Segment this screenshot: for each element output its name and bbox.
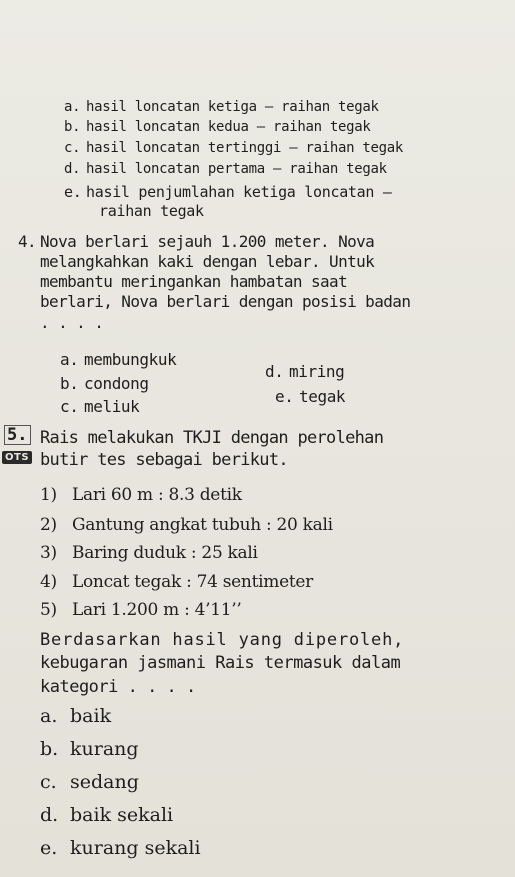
q5-item-1 [40, 485, 242, 505]
q5-intro-line-1: Rais melakukan TKJI dengan perolehan [40, 428, 384, 448]
q5-intro-line-2: butir tes sebagai berikut. [40, 450, 288, 470]
item-text: Lari 60 m : 8.3 detik [72, 485, 242, 505]
q4-line-3: membantu meringankan hambatan saat [40, 272, 348, 291]
item-text: Gantung angkat tubuh : 20 kali [72, 515, 333, 535]
option-text: baik sekali [70, 804, 174, 826]
q4-line-5: . . . . [40, 313, 104, 332]
question-number: 4. [18, 232, 37, 251]
item-text: Baring duduk : 25 kali [72, 543, 258, 563]
q3-option-e [64, 183, 392, 201]
option-text: tegak [299, 387, 346, 406]
option-text: miring [289, 362, 345, 381]
option-letter: c. [64, 140, 81, 156]
option-text: hasil loncatan kedua – raihan tegak [86, 119, 371, 135]
option-letter: a. [64, 99, 81, 115]
q5-option-d [40, 804, 173, 826]
option-letter: b. [40, 738, 59, 760]
item-number: 4) [40, 572, 57, 592]
item-number: 1) [40, 485, 57, 505]
q3-option-a [64, 99, 379, 115]
item-number: 3) [40, 543, 57, 563]
q3-option-b [64, 119, 371, 135]
q5-item-2 [40, 515, 333, 535]
q4-option-e [275, 387, 345, 406]
option-letter: e. [64, 183, 82, 201]
option-letter: b. [60, 374, 79, 393]
q5-item-4 [40, 572, 313, 592]
q3-option-c [64, 140, 403, 156]
q4-option-c [60, 397, 139, 416]
item-text: Loncat tegak : 74 sentimeter [72, 572, 313, 592]
q5-item-3 [40, 543, 258, 563]
q4-line-2: melangkahkan kaki dengan lebar. Untuk [40, 252, 375, 271]
option-text: hasil loncatan ketiga – raihan tegak [86, 99, 379, 115]
q5-item-5 [40, 600, 241, 620]
option-text: membungkuk [84, 350, 177, 369]
option-text: condong [84, 374, 149, 393]
item-number: 2) [40, 515, 57, 535]
q5-body-line-1: Berdasarkan hasil yang diperoleh, [40, 630, 405, 650]
option-text: sedang [70, 771, 139, 793]
q4-line-1: 4. Nova berlari sejauh 1.200 meter. Nova [18, 232, 375, 251]
q3-option-d [64, 161, 387, 177]
option-letter: c. [60, 397, 79, 416]
q4-option-a [60, 350, 176, 369]
option-letter: b. [64, 119, 81, 135]
q5-option-a [40, 705, 111, 727]
ots-badge: OTS [2, 451, 32, 464]
option-text: kurang [70, 738, 139, 760]
option-letter: e. [40, 837, 58, 859]
option-letter: a. [40, 705, 58, 727]
item-number: 5) [40, 600, 57, 620]
option-text: hasil penjumlahan ketiga loncatan – [86, 183, 392, 201]
q4-option-d [265, 362, 344, 381]
option-letter: d. [265, 362, 284, 381]
q3-option-e-continuation: raihan tegak [99, 202, 204, 220]
q5-body-line-3: kategori . . . . [40, 677, 196, 697]
q5-option-b [40, 738, 139, 760]
option-text: hasil loncatan pertama – raihan tegak [86, 161, 387, 177]
q4-option-b [60, 374, 149, 393]
q5-option-e [40, 837, 201, 859]
option-text: meliuk [84, 397, 140, 416]
option-letter: e. [275, 387, 294, 406]
option-letter: d. [40, 804, 59, 826]
item-text: Lari 1.200 m : 4’11’’ [72, 600, 242, 620]
option-text: kurang sekali [70, 837, 201, 859]
option-letter: a. [60, 350, 79, 369]
q5-body-line-2: kebugaran jasmani Rais termasuk dalam [40, 653, 401, 673]
option-letter: d. [64, 161, 81, 177]
question-number-box: 5. [4, 425, 31, 445]
option-text: baik [70, 705, 112, 727]
option-text: hasil loncatan tertinggi – raihan tegak [86, 140, 404, 156]
q4-line-4: berlari, Nova berlari dengan posisi badan [40, 292, 411, 311]
option-letter: c. [40, 771, 57, 793]
q5-option-c [40, 771, 139, 793]
